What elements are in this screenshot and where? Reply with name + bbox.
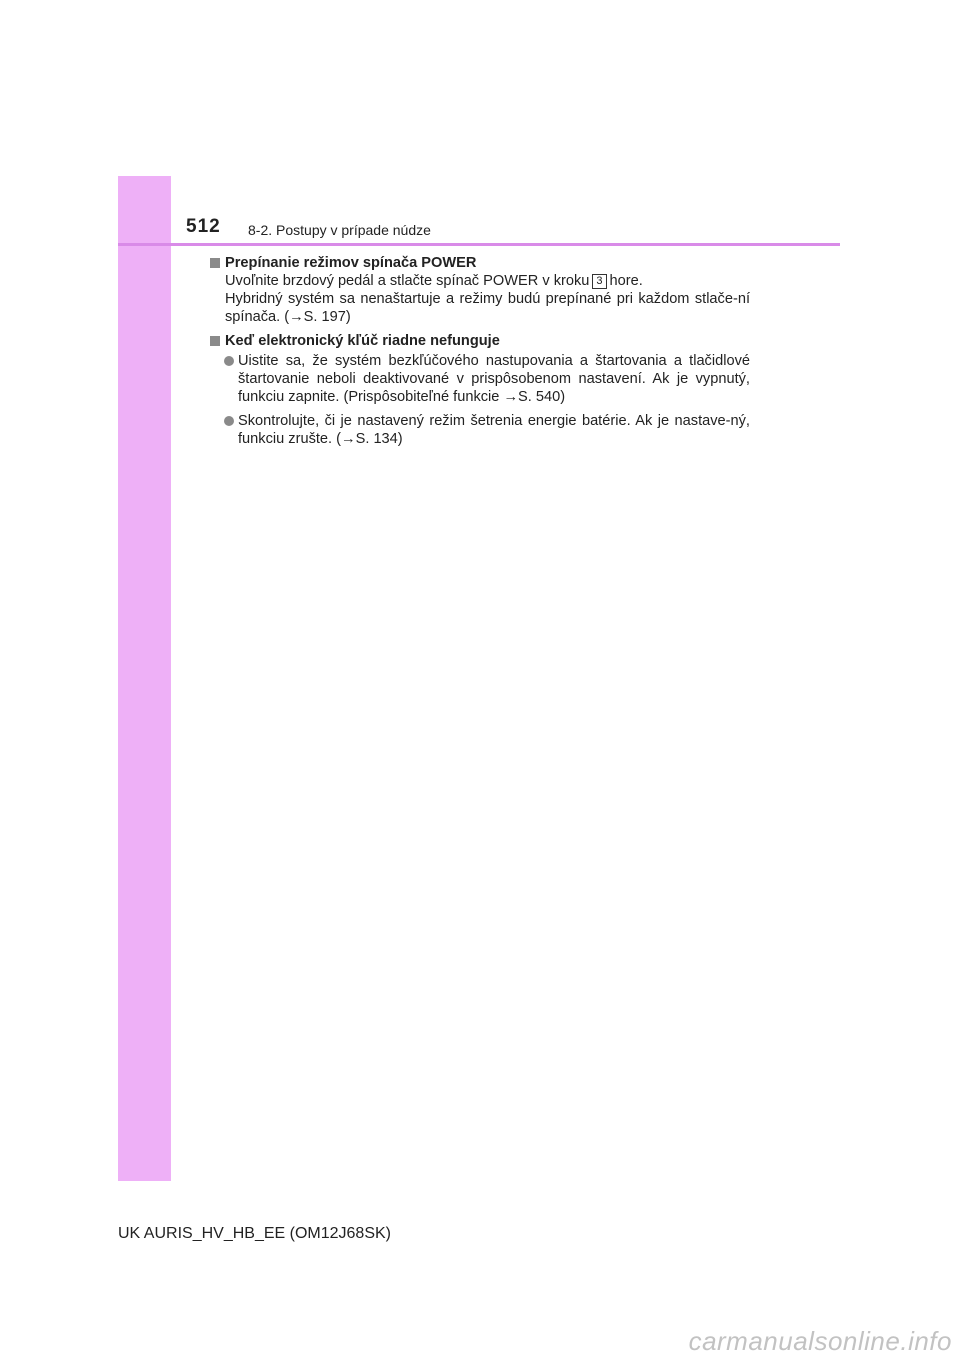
footer-doc-id: UK AURIS_HV_HB_EE (OM12J68SK)	[118, 1225, 391, 1242]
section-heading	[210, 254, 750, 272]
list-item	[210, 352, 750, 406]
chapter-title: 8-2. Postupy v prípade núdze	[248, 222, 431, 238]
step-number-badge: 3	[592, 274, 606, 289]
main-content	[210, 254, 750, 448]
paragraph-text: hore.	[609, 273, 643, 289]
section-heading	[210, 332, 750, 350]
paragraph-text: Hybridný systém sa nenaštartuje a režimy budú prepínané pri každom stlače-ní spínača. (→S. 197)	[225, 291, 750, 325]
watermark: carmanualsonline.info	[688, 1326, 952, 1356]
paragraph-line	[225, 272, 750, 290]
paragraph-text: Uvoľnite brzdový pedál a stlačte spínač POWER v kroku	[225, 273, 590, 289]
section-paragraph	[210, 272, 750, 326]
sidebar-band	[118, 176, 171, 1181]
header-rule	[118, 243, 840, 246]
round-bullet-icon	[224, 416, 234, 426]
square-bullet-icon	[210, 336, 220, 346]
list-item-text: Skontrolujte, či je nastavený režim šetrenia energie batérie. Ak je nastave-ný, funkciu zrušte. (→S. 134)	[238, 413, 750, 447]
list-item-text: Uistite sa, že systém bezkľúčového nastupovania a štartovania a tlačidlové štartovanie neboli deaktivované v prispôsobenom nastavení. Ak je vypnutý, funkciu zapnite. (Prispôsobiteľné funkcie →S. 540)	[238, 353, 750, 405]
section-title: Keď elektronický kľúč riadne nefunguje	[225, 333, 500, 349]
list-item	[210, 412, 750, 448]
round-bullet-icon	[224, 356, 234, 366]
page-number: 512	[186, 216, 221, 237]
section-title: Prepínanie režimov spínača POWER	[225, 255, 477, 271]
square-bullet-icon	[210, 258, 220, 268]
